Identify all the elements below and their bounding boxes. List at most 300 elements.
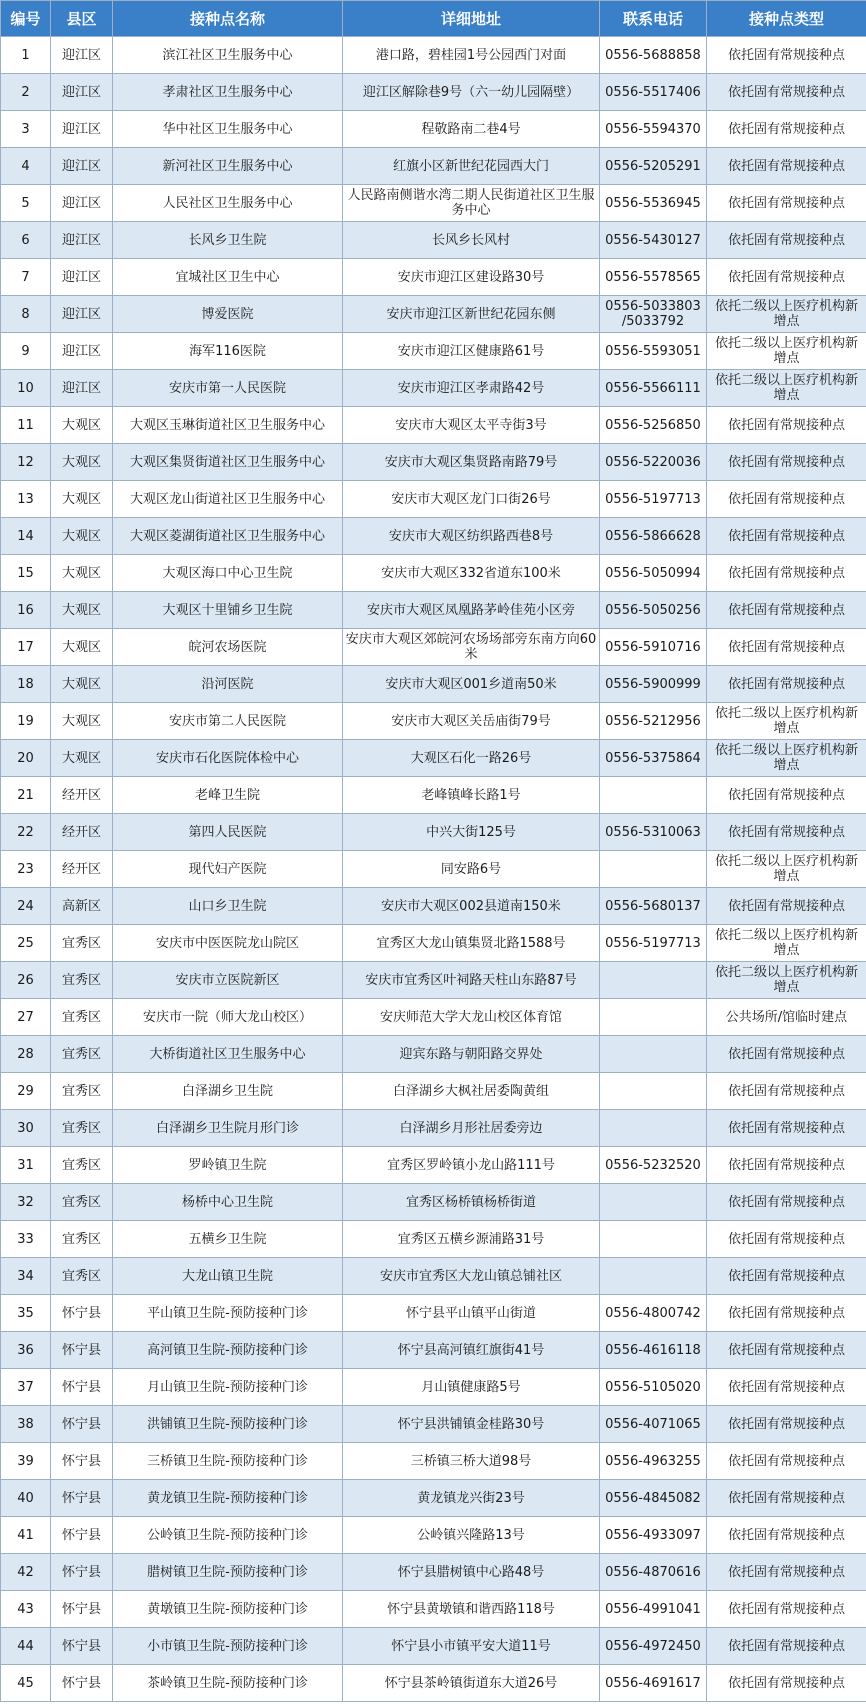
cell-site-name: 罗岭镇卫生院: [113, 1147, 343, 1184]
cell-site-type: 依托固有常规接种点: [707, 1406, 866, 1443]
cell-number: 40: [1, 1480, 51, 1517]
cell-phone: 0556-5197713: [600, 925, 707, 962]
cell-number: 10: [1, 370, 51, 407]
cell-address: 月山镇健康路5号: [343, 1369, 600, 1406]
cell-site-name: 安庆市第一人民医院: [113, 370, 343, 407]
cell-number: 25: [1, 925, 51, 962]
cell-address: 安庆市大观区002县道南150米: [343, 888, 600, 925]
cell-number: 7: [1, 259, 51, 296]
cell-number: 34: [1, 1258, 51, 1295]
cell-site-name: 大观区龙山街道社区卫生服务中心: [113, 481, 343, 518]
table-row: [1, 111, 866, 148]
cell-address: 怀宁县茶岭镇街道东大道26号: [343, 1665, 600, 1702]
table-row: [1, 851, 866, 888]
cell-address: 怀宁县小市镇平安大道11号: [343, 1628, 600, 1665]
cell-address: 安庆市大观区太平寺街3号: [343, 407, 600, 444]
cell-county: 宜秀区: [51, 1221, 113, 1258]
cell-address: 安庆市迎江区新世纪花园东侧: [343, 296, 600, 333]
cell-site-type: 依托固有常规接种点: [707, 37, 866, 74]
cell-address: 安庆市大观区关岳庙街79号: [343, 703, 600, 740]
header-phone: 联系电话: [600, 1, 707, 37]
cell-address: 宜秀区五横乡源浦路31号: [343, 1221, 600, 1258]
table-row: [1, 888, 866, 925]
cell-site-name: 高河镇卫生院-预防接种门诊: [113, 1332, 343, 1369]
cell-site-type: 依托固有常规接种点: [707, 481, 866, 518]
cell-county: 高新区: [51, 888, 113, 925]
cell-address: 安庆市宜秀区大龙山镇总铺社区: [343, 1258, 600, 1295]
table-row: [1, 814, 866, 851]
table-row: [1, 1369, 866, 1406]
table-row: [1, 703, 866, 740]
cell-address: 安庆市大观区332省道东100米: [343, 555, 600, 592]
cell-address: 长风乡长风村: [343, 222, 600, 259]
cell-site-name: 安庆市第二人民医院: [113, 703, 343, 740]
table-row: [1, 1110, 866, 1147]
cell-address: 宜秀区罗岭镇小龙山路111号: [343, 1147, 600, 1184]
cell-phone: 0556-5375864: [600, 740, 707, 777]
cell-number: 39: [1, 1443, 51, 1480]
cell-number: 32: [1, 1184, 51, 1221]
cell-phone: [600, 1184, 707, 1221]
cell-site-name: 五横乡卫生院: [113, 1221, 343, 1258]
table-row: [1, 1258, 866, 1295]
cell-number: 19: [1, 703, 51, 740]
cell-county: 怀宁县: [51, 1628, 113, 1665]
cell-site-type: 依托固有常规接种点: [707, 814, 866, 851]
cell-site-name: 大观区海口中心卫生院: [113, 555, 343, 592]
cell-site-type: 依托固有常规接种点: [707, 1073, 866, 1110]
cell-county: 迎江区: [51, 333, 113, 370]
table-row: [1, 1406, 866, 1443]
cell-site-type: 依托固有常规接种点: [707, 666, 866, 703]
cell-site-type: 依托固有常规接种点: [707, 1036, 866, 1073]
cell-county: 大观区: [51, 555, 113, 592]
table-row: [1, 370, 866, 407]
cell-phone: 0556-5578565: [600, 259, 707, 296]
cell-site-name: 山口乡卫生院: [113, 888, 343, 925]
cell-site-type: 依托固有常规接种点: [707, 777, 866, 814]
cell-site-name: 洪铺镇卫生院-预防接种门诊: [113, 1406, 343, 1443]
table-row: [1, 1295, 866, 1332]
cell-address: 同安路6号: [343, 851, 600, 888]
cell-county: 迎江区: [51, 296, 113, 333]
cell-county: 宜秀区: [51, 1036, 113, 1073]
table-row: [1, 1184, 866, 1221]
cell-county: 大观区: [51, 740, 113, 777]
table-body: [1, 37, 866, 1702]
cell-site-name: 公岭镇卫生院-预防接种门诊: [113, 1517, 343, 1554]
table-row: [1, 1628, 866, 1665]
table-row: [1, 333, 866, 370]
cell-site-type: 依托固有常规接种点: [707, 111, 866, 148]
cell-number: 21: [1, 777, 51, 814]
cell-phone: 0556-4800742: [600, 1295, 707, 1332]
cell-site-name: 大龙山镇卫生院: [113, 1258, 343, 1295]
cell-site-type: 依托二级以上医疗机构新增点: [707, 370, 866, 407]
cell-number: 37: [1, 1369, 51, 1406]
cell-county: 迎江区: [51, 74, 113, 111]
table-row: [1, 1332, 866, 1369]
cell-number: 5: [1, 185, 51, 222]
cell-site-type: 依托二级以上医疗机构新增点: [707, 740, 866, 777]
cell-site-name: 新河社区卫生服务中心: [113, 148, 343, 185]
cell-phone: 0556-4933097: [600, 1517, 707, 1554]
cell-site-type: 依托固有常规接种点: [707, 555, 866, 592]
table-row: [1, 740, 866, 777]
cell-phone: 0556-5212956: [600, 703, 707, 740]
cell-address: 安庆市大观区集贤路南路79号: [343, 444, 600, 481]
cell-county: 怀宁县: [51, 1665, 113, 1702]
cell-number: 12: [1, 444, 51, 481]
cell-address: 宜秀区杨桥镇杨桥街道: [343, 1184, 600, 1221]
cell-site-name: 大观区菱湖街道社区卫生服务中心: [113, 518, 343, 555]
table-row: [1, 592, 866, 629]
table-row: [1, 555, 866, 592]
cell-county: 大观区: [51, 407, 113, 444]
cell-phone: 0556-5220036: [600, 444, 707, 481]
table-row: [1, 1665, 866, 1702]
table-row: [1, 481, 866, 518]
cell-site-type: 依托二级以上医疗机构新增点: [707, 925, 866, 962]
cell-site-name: 大桥街道社区卫生服务中心: [113, 1036, 343, 1073]
cell-site-name: 平山镇卫生院-预防接种门诊: [113, 1295, 343, 1332]
cell-number: 23: [1, 851, 51, 888]
cell-site-type: 依托固有常规接种点: [707, 1591, 866, 1628]
cell-site-name: 第四人民医院: [113, 814, 343, 851]
cell-phone: 0556-5050994: [600, 555, 707, 592]
cell-site-type: 依托二级以上医疗机构新增点: [707, 851, 866, 888]
cell-county: 大观区: [51, 666, 113, 703]
cell-county: 迎江区: [51, 259, 113, 296]
cell-phone: 0556-5232520: [600, 1147, 707, 1184]
table-row: [1, 666, 866, 703]
cell-phone: 0556-5910716: [600, 629, 707, 666]
table-row: [1, 518, 866, 555]
cell-site-name: 安庆市中医医院龙山院区: [113, 925, 343, 962]
header-site-name: 接种点名称: [113, 1, 343, 37]
cell-address: 宜秀区大龙山镇集贤北路1588号: [343, 925, 600, 962]
cell-phone: 0556-4845082: [600, 1480, 707, 1517]
table-row: [1, 1554, 866, 1591]
cell-number: 45: [1, 1665, 51, 1702]
cell-site-name: 沿河医院: [113, 666, 343, 703]
cell-site-type: 依托固有常规接种点: [707, 1184, 866, 1221]
cell-site-name: 现代妇产医院: [113, 851, 343, 888]
cell-site-name: 三桥镇卫生院-预防接种门诊: [113, 1443, 343, 1480]
cell-county: 经开区: [51, 814, 113, 851]
cell-county: 怀宁县: [51, 1443, 113, 1480]
cell-site-type: 依托二级以上医疗机构新增点: [707, 296, 866, 333]
cell-address: 大观区石化一路26号: [343, 740, 600, 777]
cell-site-type: 依托二级以上医疗机构新增点: [707, 333, 866, 370]
cell-phone: 0556-4616118: [600, 1332, 707, 1369]
cell-number: 26: [1, 962, 51, 999]
cell-address: 港口路，碧桂园1号公园西门对面: [343, 37, 600, 74]
cell-site-name: 黄墩镇卫生院-预防接种门诊: [113, 1591, 343, 1628]
cell-address: 安庆市迎江区建设路30号: [343, 259, 600, 296]
cell-county: 怀宁县: [51, 1406, 113, 1443]
cell-phone: 0556-5310063: [600, 814, 707, 851]
cell-phone: 0556-4991041: [600, 1591, 707, 1628]
table-row: [1, 37, 866, 74]
cell-site-type: 依托固有常规接种点: [707, 888, 866, 925]
cell-site-type: 依托固有常规接种点: [707, 1443, 866, 1480]
cell-number: 6: [1, 222, 51, 259]
cell-site-name: 大观区十里铺乡卫生院: [113, 592, 343, 629]
cell-address: 怀宁县黄墩镇和谐西路118号: [343, 1591, 600, 1628]
cell-address: 安庆市大观区郊皖河农场场部旁东南方向60米: [343, 629, 600, 666]
cell-address: 中兴大街125号: [343, 814, 600, 851]
cell-number: 43: [1, 1591, 51, 1628]
cell-address: 安庆市宜秀区叶祠路天柱山东路87号: [343, 962, 600, 999]
cell-county: 宜秀区: [51, 1073, 113, 1110]
cell-phone: 0556-5033803 /5033792: [600, 296, 707, 333]
cell-site-type: 依托固有常规接种点: [707, 1295, 866, 1332]
cell-number: 42: [1, 1554, 51, 1591]
cell-phone: 0556-5688858: [600, 37, 707, 74]
cell-number: 18: [1, 666, 51, 703]
cell-address: 安庆师范大学大龙山校区体育馆: [343, 999, 600, 1036]
cell-county: 宜秀区: [51, 1258, 113, 1295]
cell-site-type: 依托固有常规接种点: [707, 1332, 866, 1369]
cell-phone: 0556-5197713: [600, 481, 707, 518]
cell-address: 迎宾东路与朝阳路交界处: [343, 1036, 600, 1073]
cell-address: 三桥镇三桥大道98号: [343, 1443, 600, 1480]
cell-phone: [600, 962, 707, 999]
cell-phone: [600, 999, 707, 1036]
header-address: 详细地址: [343, 1, 600, 37]
cell-number: 44: [1, 1628, 51, 1665]
cell-phone: 0556-5205291: [600, 148, 707, 185]
cell-site-name: 腊树镇卫生院-预防接种门诊: [113, 1554, 343, 1591]
table-row: [1, 777, 866, 814]
cell-number: 4: [1, 148, 51, 185]
table-row: [1, 925, 866, 962]
cell-site-type: 依托固有常规接种点: [707, 148, 866, 185]
cell-site-type: 依托固有常规接种点: [707, 1665, 866, 1702]
cell-address: 怀宁县腊树镇中心路48号: [343, 1554, 600, 1591]
cell-site-name: 白泽湖乡卫生院: [113, 1073, 343, 1110]
cell-address: 程敬路南二巷4号: [343, 111, 600, 148]
cell-phone: [600, 851, 707, 888]
cell-site-name: 小市镇卫生院-预防接种门诊: [113, 1628, 343, 1665]
cell-county: 大观区: [51, 703, 113, 740]
cell-site-type: 依托固有常规接种点: [707, 222, 866, 259]
cell-phone: 0556-5517406: [600, 74, 707, 111]
cell-phone: 0556-5256850: [600, 407, 707, 444]
cell-site-type: 依托固有常规接种点: [707, 1221, 866, 1258]
cell-county: 经开区: [51, 851, 113, 888]
cell-site-name: 安庆市一院（师大龙山校区）: [113, 999, 343, 1036]
cell-site-name: 月山镇卫生院-预防接种门诊: [113, 1369, 343, 1406]
cell-number: 15: [1, 555, 51, 592]
table-row: [1, 185, 866, 222]
cell-phone: 0556-5900999: [600, 666, 707, 703]
cell-address: 安庆市大观区纺织路西巷8号: [343, 518, 600, 555]
cell-number: 36: [1, 1332, 51, 1369]
table-row: [1, 962, 866, 999]
header-row: [1, 1, 866, 37]
cell-county: 大观区: [51, 629, 113, 666]
cell-site-type: 依托固有常规接种点: [707, 74, 866, 111]
cell-site-type: 依托固有常规接种点: [707, 1110, 866, 1147]
cell-site-type: 依托固有常规接种点: [707, 1480, 866, 1517]
cell-number: 29: [1, 1073, 51, 1110]
cell-county: 怀宁县: [51, 1591, 113, 1628]
cell-county: 迎江区: [51, 222, 113, 259]
cell-phone: 0556-4972450: [600, 1628, 707, 1665]
table-row: [1, 259, 866, 296]
table-row: [1, 1591, 866, 1628]
cell-phone: [600, 1221, 707, 1258]
table-row: [1, 1480, 866, 1517]
cell-county: 迎江区: [51, 185, 113, 222]
table-row: [1, 222, 866, 259]
cell-site-type: 依托固有常规接种点: [707, 1517, 866, 1554]
cell-number: 17: [1, 629, 51, 666]
cell-number: 14: [1, 518, 51, 555]
cell-county: 大观区: [51, 518, 113, 555]
cell-phone: [600, 1073, 707, 1110]
cell-phone: 0556-4870616: [600, 1554, 707, 1591]
cell-site-name: 宜城社区卫生中心: [113, 259, 343, 296]
cell-site-type: 公共场所/馆临时建点: [707, 999, 866, 1036]
cell-number: 31: [1, 1147, 51, 1184]
cell-address: 公岭镇兴隆路13号: [343, 1517, 600, 1554]
cell-address: 白泽湖乡大枫社居委陶黄组: [343, 1073, 600, 1110]
table-row: [1, 74, 866, 111]
cell-county: 怀宁县: [51, 1554, 113, 1591]
cell-address: 安庆市迎江区健康路61号: [343, 333, 600, 370]
cell-site-name: 杨桥中心卫生院: [113, 1184, 343, 1221]
cell-address: 红旗小区新世纪花园西大门: [343, 148, 600, 185]
cell-phone: [600, 777, 707, 814]
cell-county: 怀宁县: [51, 1517, 113, 1554]
cell-county: 迎江区: [51, 111, 113, 148]
cell-county: 大观区: [51, 444, 113, 481]
cell-site-name: 茶岭镇卫生院-预防接种门诊: [113, 1665, 343, 1702]
table-row: [1, 1073, 866, 1110]
cell-county: 宜秀区: [51, 962, 113, 999]
cell-county: 迎江区: [51, 370, 113, 407]
cell-site-name: 安庆市立医院新区: [113, 962, 343, 999]
cell-site-name: 大观区集贤街道社区卫生服务中心: [113, 444, 343, 481]
table-row: [1, 444, 866, 481]
cell-address: 安庆市迎江区孝肃路42号: [343, 370, 600, 407]
table-row: [1, 1036, 866, 1073]
cell-phone: 0556-4691617: [600, 1665, 707, 1702]
cell-phone: 0556-5105020: [600, 1369, 707, 1406]
cell-county: 迎江区: [51, 37, 113, 74]
cell-address: 老峰镇峰长路1号: [343, 777, 600, 814]
cell-site-name: 黄龙镇卫生院-预防接种门诊: [113, 1480, 343, 1517]
cell-site-name: 孝肃社区卫生服务中心: [113, 74, 343, 111]
cell-phone: 0556-4071065: [600, 1406, 707, 1443]
table-row: [1, 629, 866, 666]
cell-site-name: 海军116医院: [113, 333, 343, 370]
cell-phone: [600, 1258, 707, 1295]
cell-county: 宜秀区: [51, 1110, 113, 1147]
cell-phone: 0556-4963255: [600, 1443, 707, 1480]
cell-number: 20: [1, 740, 51, 777]
table-row: [1, 1221, 866, 1258]
cell-phone: 0556-5593051: [600, 333, 707, 370]
cell-address: 黄龙镇龙兴街23号: [343, 1480, 600, 1517]
cell-site-type: 依托固有常规接种点: [707, 407, 866, 444]
cell-site-type: 依托二级以上医疗机构新增点: [707, 962, 866, 999]
cell-site-name: 皖河农场医院: [113, 629, 343, 666]
cell-county: 宜秀区: [51, 999, 113, 1036]
cell-county: 怀宁县: [51, 1369, 113, 1406]
cell-site-type: 依托固有常规接种点: [707, 1147, 866, 1184]
cell-site-type: 依托固有常规接种点: [707, 592, 866, 629]
table-row: [1, 1443, 866, 1480]
cell-county: 大观区: [51, 481, 113, 518]
cell-address: 怀宁县平山镇平山街道: [343, 1295, 600, 1332]
cell-site-type: 依托固有常规接种点: [707, 185, 866, 222]
cell-site-type: 依托固有常规接种点: [707, 444, 866, 481]
cell-address: 怀宁县高河镇红旗街41号: [343, 1332, 600, 1369]
cell-site-name: 安庆市石化医院体检中心: [113, 740, 343, 777]
cell-address: 白泽湖乡月形社居委旁边: [343, 1110, 600, 1147]
cell-county: 怀宁县: [51, 1295, 113, 1332]
cell-number: 3: [1, 111, 51, 148]
header-county: 县区: [51, 1, 113, 37]
cell-site-name: 白泽湖乡卫生院月形门诊: [113, 1110, 343, 1147]
cell-number: 16: [1, 592, 51, 629]
cell-address: 人民路南侧谐水湾二期人民街道社区卫生服务中心: [343, 185, 600, 222]
cell-county: 宜秀区: [51, 1147, 113, 1184]
cell-site-type: 依托固有常规接种点: [707, 1258, 866, 1295]
cell-number: 11: [1, 407, 51, 444]
cell-number: 41: [1, 1517, 51, 1554]
cell-phone: 0556-5866628: [600, 518, 707, 555]
cell-phone: 0556-5594370: [600, 111, 707, 148]
cell-site-type: 依托固有常规接种点: [707, 259, 866, 296]
cell-address: 安庆市大观区001乡道南50米: [343, 666, 600, 703]
table-row: [1, 296, 866, 333]
cell-site-type: 依托二级以上医疗机构新增点: [707, 703, 866, 740]
table-row: [1, 999, 866, 1036]
cell-county: 大观区: [51, 592, 113, 629]
cell-county: 怀宁县: [51, 1480, 113, 1517]
cell-number: 22: [1, 814, 51, 851]
cell-address: 怀宁县洪铺镇金桂路30号: [343, 1406, 600, 1443]
table-row: [1, 407, 866, 444]
cell-number: 2: [1, 74, 51, 111]
cell-county: 怀宁县: [51, 1332, 113, 1369]
cell-phone: [600, 1110, 707, 1147]
cell-site-type: 依托固有常规接种点: [707, 1369, 866, 1406]
cell-site-name: 老峰卫生院: [113, 777, 343, 814]
cell-number: 13: [1, 481, 51, 518]
cell-county: 宜秀区: [51, 925, 113, 962]
cell-site-name: 长风乡卫生院: [113, 222, 343, 259]
cell-phone: 0556-5050256: [600, 592, 707, 629]
cell-number: 9: [1, 333, 51, 370]
cell-number: 27: [1, 999, 51, 1036]
cell-number: 24: [1, 888, 51, 925]
cell-site-name: 华中社区卫生服务中心: [113, 111, 343, 148]
table-row: [1, 1147, 866, 1184]
table-row: [1, 1517, 866, 1554]
cell-address: 安庆市大观区凤凰路茅岭佳苑小区旁: [343, 592, 600, 629]
cell-site-name: 大观区玉琳街道社区卫生服务中心: [113, 407, 343, 444]
cell-site-name: 人民社区卫生服务中心: [113, 185, 343, 222]
table-row: [1, 148, 866, 185]
cell-phone: 0556-5680137: [600, 888, 707, 925]
cell-number: 28: [1, 1036, 51, 1073]
